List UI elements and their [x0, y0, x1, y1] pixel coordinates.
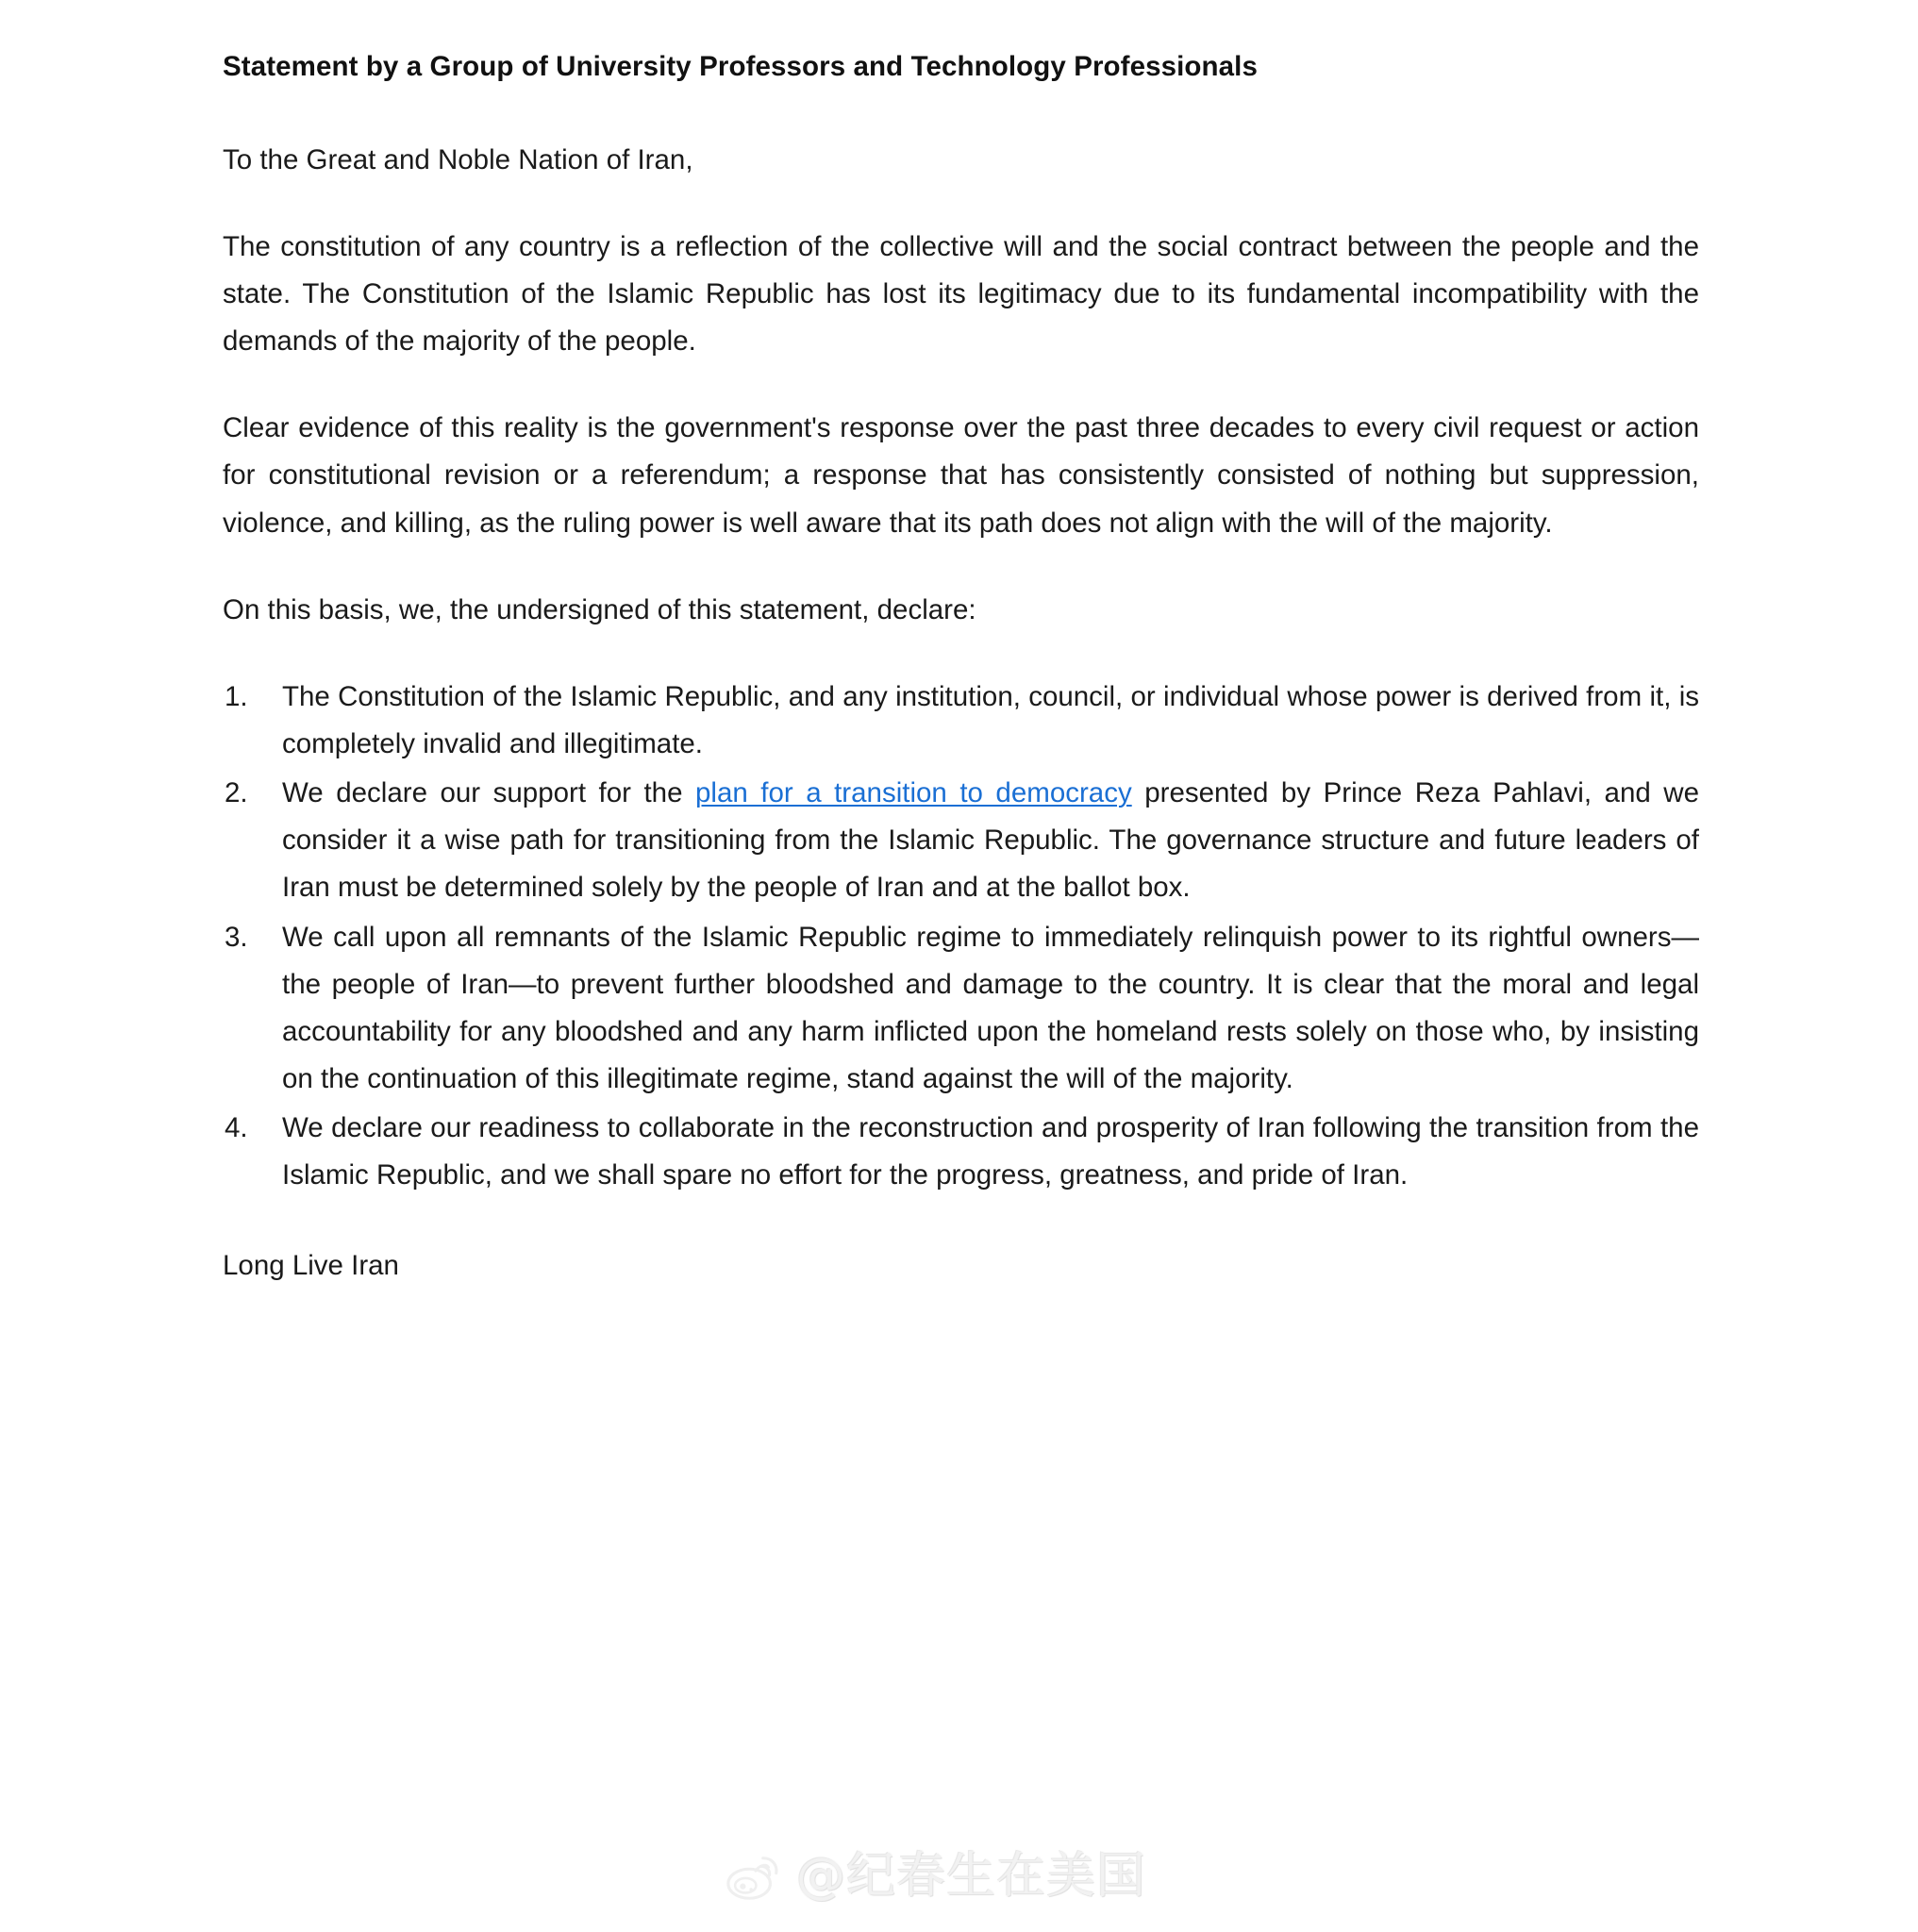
declaration-lead: On this basis, we, the undersigned of this statement, declare: [223, 593, 976, 625]
list-item-text: We call upon all remnants of the Islamic Republic regime to immediately relinquish power to its rightful owners—the people of Iran—to prevent further bloodshed and damage to the country. It is clear that the moral and legal accountability for any bloodshed and any harm inflicted upon the homeland rests solely on those who, by insisting on the continuation of this illegitimate regime, stand against the will of the majority. [282, 921, 1699, 1095]
declaration-list [223, 674, 1699, 1200]
list-item-text-before-link: We declare our support for the [282, 777, 695, 809]
weibo-logo-icon [725, 1847, 783, 1906]
statement-document [223, 0, 1699, 1291]
body-paragraph-1: The constitution of any country is a reflection of the collective will and the social contract between the people and the state. The Constitution of the Islamic Republic has lost its legitimacy due to its fundamental incompatibility with the demands of the majority of the people. [223, 230, 1699, 358]
transition-plan-link[interactable]: plan for a transition to democracy [694, 777, 1132, 809]
list-item [223, 770, 1699, 911]
list-item-text-after-link: presented by Prince Reza Pahlavi, and we consider it a wise path for transitioning from the Islamic Republic. The governance structure and future leaders of Iran must be determined solely by the people of Iran and at the ballot box. [282, 777, 1699, 904]
body-paragraph-2: Clear evidence of this reality is the government's response over the past three decades to every civil request or action for constitutional revision or a referendum; a response that has consistently consisted of nothing but suppression, violence, and killing, as the ruling power is well aware that its path does not align with the will of the majority. [223, 412, 1699, 539]
list-item-text: We declare our readiness to collaborate in the reconstruction and prosperity of Iran following the transition from the Islamic Republic, and we shall spare no effort for the progress, greatness, and pride of Iran. [282, 1112, 1699, 1191]
watermark-handle: @纪春生在美国 [796, 1848, 1147, 1905]
list-item [223, 674, 1699, 768]
weibo-watermark [725, 1847, 1146, 1906]
list-item [223, 1105, 1699, 1199]
list-item [223, 914, 1699, 1104]
salutation: To the Great and Noble Nation of Iran, [223, 143, 693, 175]
page-title: Statement by a Group of University Professors and Technology Professionals [223, 51, 1258, 82]
closing-line: Long Live Iran [223, 1250, 399, 1282]
list-item-text: The Constitution of the Islamic Republic, and any institution, council, or individual whose power is derived from it, is completely invalid and illegitimate. [282, 680, 1699, 760]
